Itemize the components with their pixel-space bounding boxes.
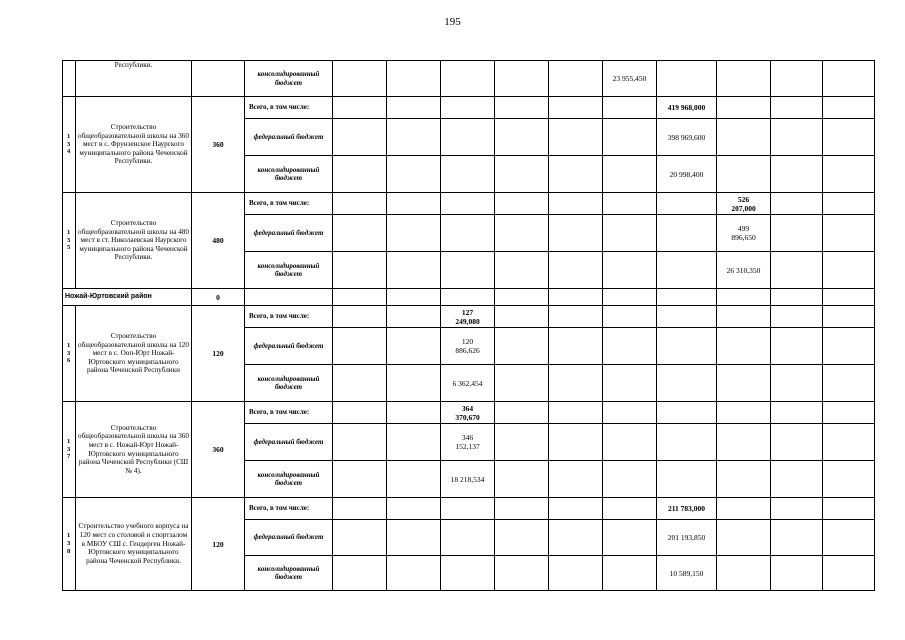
page-number: 195 xyxy=(444,16,461,28)
budget-label: консолидированный бюджет xyxy=(245,461,333,498)
value-cell: 419 968,000 xyxy=(657,97,717,119)
value-cell: 346 152,137 xyxy=(441,424,495,461)
table-row xyxy=(63,306,875,328)
capacity: 360 xyxy=(192,402,245,498)
total-label: Всего, в том числе: xyxy=(245,97,333,119)
table-row xyxy=(63,61,875,97)
object-name: Строительство общеобразовательной школы на 360 мест в с. Фрунзенское Наурского муниципального района Чеченской Республики. xyxy=(76,97,192,193)
table-row xyxy=(63,498,875,520)
capacity: 120 xyxy=(192,498,245,591)
budget-label: федеральный бюджет xyxy=(245,328,333,365)
capacity: 360 xyxy=(192,97,245,193)
district-name: Ножай-Юртовский район xyxy=(63,289,192,306)
object-name: Строительство учебного корпуса на 120 мест со столовой и спортзалом в МБОУ СШ с. Гендерген Ножай-Юртовского муниципального района Чеченской Республики. xyxy=(76,498,192,591)
value-cell: 26 310,350 xyxy=(717,252,771,289)
budget-label: консолидированный бюджет xyxy=(245,556,333,591)
value-cell: 6 362,454 xyxy=(441,365,495,402)
value-cell: 201 193,850 xyxy=(657,520,717,556)
table-row xyxy=(63,193,875,215)
value-cell: 23 955,450 xyxy=(603,61,657,97)
row-number: 1 3 5 xyxy=(63,193,76,289)
total-label: Всего, в том числе: xyxy=(245,498,333,520)
budget-label: федеральный бюджет xyxy=(245,424,333,461)
value-cell: 398 969,600 xyxy=(657,119,717,156)
value-cell: 120 886,626 xyxy=(441,328,495,365)
district-value: 0 xyxy=(192,289,245,306)
table-row xyxy=(63,402,875,424)
object-name: Строительство общеобразовательной школы на 480 мест в ст. Николаевская Наурского муниципального района Чеченской Республики. xyxy=(76,193,192,289)
budget-label: федеральный бюджет xyxy=(245,119,333,156)
row-number: 1 3 4 xyxy=(63,97,76,193)
capacity: 120 xyxy=(192,306,245,402)
value-cell: 10 589,150 xyxy=(657,556,717,591)
value-cell: 211 783,000 xyxy=(657,498,717,520)
total-label: Всего, в том числе: xyxy=(245,402,333,424)
row-number: 1 3 8 xyxy=(63,498,76,591)
budget-label: федеральный бюджет xyxy=(245,215,333,252)
value-cell: 499 896,650 xyxy=(717,215,771,252)
value-cell: 20 998,400 xyxy=(657,156,717,193)
budget-label: консолидированный бюджет xyxy=(245,61,333,97)
value-cell: 364 370,670 xyxy=(441,402,495,424)
budget-label: консолидированный бюджет xyxy=(245,252,333,289)
row-number: 1 3 6 xyxy=(63,306,76,402)
budget-label: консолидированный бюджет xyxy=(245,156,333,193)
capacity: 480 xyxy=(192,193,245,289)
value-cell: 18 218,534 xyxy=(441,461,495,498)
table-row xyxy=(63,97,875,119)
district-row xyxy=(63,289,875,306)
total-label: Всего, в том числе: xyxy=(245,193,333,215)
budget-label: федеральный бюджет xyxy=(245,520,333,556)
value-cell: 127 249,080 xyxy=(441,306,495,328)
object-name: Строительство общеобразовательной школы на 120 мест в с. Ооп-Юрт Ножай-Юртовского муниципального района Чеченской Республики xyxy=(76,306,192,402)
budget-label: консолидированный бюджет xyxy=(245,365,333,402)
budget-table xyxy=(62,60,875,591)
object-name: Строительство общеобразовательной школы на 360 мест в с. Ножай-Юрт Ножай-Юртовского муниципального района Чеченской Республики (СШ № 4). xyxy=(76,402,192,498)
value-cell: 526 207,000 xyxy=(717,193,771,215)
total-label: Всего, в том числе: xyxy=(245,306,333,328)
row-number: 1 3 7 xyxy=(63,402,76,498)
object-name-tail: Республики. xyxy=(76,61,192,97)
